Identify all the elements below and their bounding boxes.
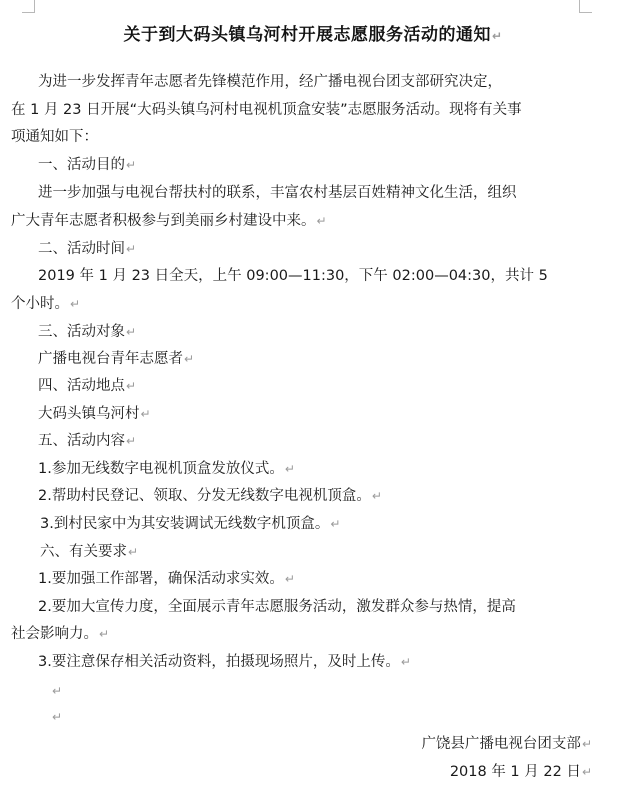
- section-1-heading: [38, 155, 136, 175]
- paragraph-mark-icon: ↵: [128, 545, 139, 559]
- paragraph-mark-icon: ↵: [400, 655, 411, 669]
- signature-date: [450, 762, 592, 782]
- paragraph-mark-icon: ↵: [581, 765, 592, 779]
- paragraph-mark-icon: ↵: [140, 407, 151, 421]
- section-5-heading-text: 五、活动内容: [38, 433, 125, 449]
- document-title-text: 关于到大码头镇乌河村开展志愿服务活动的通知: [123, 25, 491, 45]
- intro-paragraph-line-2: [11, 100, 522, 120]
- section-6-item-2-text-2: 社会影响力。: [11, 626, 98, 642]
- section-3-body: 广播电视台青年志愿者: [38, 351, 183, 367]
- paragraph-mark-icon: ↵: [126, 242, 137, 256]
- section-3-heading-text: 三、活动对象: [38, 324, 125, 340]
- empty-paragraph-mark-icon: ↵: [52, 684, 63, 698]
- paragraph-mark-icon: ↵: [581, 737, 592, 751]
- document-title: [0, 20, 626, 45]
- section-2-heading: [38, 239, 136, 259]
- paragraph-mark-icon: ↵: [491, 29, 503, 43]
- intro-text-3: 项通知如下：: [11, 129, 98, 145]
- section-5-item-2: [38, 486, 382, 506]
- section-2-line-1: [38, 266, 548, 286]
- intro-paragraph-line-1: [38, 72, 502, 92]
- section-6-item-2-line-2: [11, 624, 109, 644]
- section-3-text: [38, 349, 194, 369]
- section-6-heading: [40, 542, 138, 562]
- paragraph-mark-icon: ↵: [371, 489, 382, 503]
- paragraph-mark-icon: ↵: [99, 627, 110, 641]
- section-2-text-2: 个小时。: [11, 296, 69, 312]
- section-5-item-2-text: 2.帮助村民登记、领取、分发无线数字电视机顶盒。: [38, 488, 371, 504]
- section-1-heading-text: 一、活动目的: [38, 157, 125, 173]
- section-6-item-3-text: 3.要注意保存相关活动资料，拍摄现场照片，及时上传。: [38, 654, 400, 670]
- signature-organization: [421, 734, 592, 754]
- section-5-item-1: [38, 459, 295, 479]
- section-3-heading: [38, 322, 136, 342]
- section-6-item-3: [38, 652, 411, 672]
- intro-paragraph-line-3: [11, 127, 98, 147]
- paragraph-mark-icon: ↵: [184, 352, 195, 366]
- empty-paragraph-mark-icon: ↵: [52, 710, 63, 724]
- signature-organization-text: 广饶县广播电视台团支部: [421, 736, 581, 752]
- section-2-heading-text: 二、活动时间: [38, 241, 125, 257]
- section-5-item-1-text: 1.参加无线数字电视机顶盒发放仪式。: [38, 461, 284, 477]
- paragraph-mark-icon: ↵: [316, 214, 327, 228]
- intro-text-1: 为进一步发挥青年志愿者先锋模范作用，经广播电视台团支部研究决定，: [38, 74, 502, 90]
- section-1-text-1: 进一步加强与电视台帮扶村的联系，丰富农村基层百姓精神文化生活，组织: [38, 185, 517, 201]
- section-1-line-1: [38, 183, 517, 203]
- paragraph-mark-icon: ↵: [126, 379, 137, 393]
- section-4-text: [38, 404, 151, 424]
- paragraph-mark-icon: ↵: [284, 462, 295, 476]
- section-4-heading-text: 四、活动地点: [38, 378, 125, 394]
- section-4-body: 大码头镇乌河村: [38, 406, 140, 422]
- paragraph-mark-icon: ↵: [126, 325, 137, 339]
- intro-text-2: 在 1 月 23 日开展“大码头镇乌河村电视机顶盒安装”志愿服务活动。现将有关事: [11, 102, 522, 118]
- section-2-text-1: 2019 年 1 月 23 日全天，上午 09:00—11:30，下午 02:00—04:30，共计 5: [38, 268, 548, 284]
- section-4-heading: [38, 376, 136, 396]
- signature-date-text: 2018 年 1 月 22 日: [449, 764, 581, 780]
- section-5-item-3-text: 3.到村民家中为其安装调试无线数字机顶盒。: [40, 516, 330, 532]
- paragraph-mark-icon: ↵: [330, 517, 341, 531]
- section-2-line-2: [11, 294, 80, 314]
- paragraph-mark-icon: ↵: [284, 572, 295, 586]
- paragraph-mark-icon: ↵: [126, 434, 137, 448]
- paragraph-mark-icon: ↵: [70, 297, 81, 311]
- section-1-text-2: 广大青年志愿者积极参与到美丽乡村建设中来。: [11, 213, 316, 229]
- paragraph-mark-icon: ↵: [126, 158, 137, 172]
- section-1-line-2: [11, 211, 327, 231]
- section-6-heading-text: 六、有关要求: [40, 544, 127, 560]
- section-6-item-1-text: 1.要加强工作部署，确保活动求实效。: [38, 571, 284, 587]
- section-6-item-1: [38, 569, 295, 589]
- section-6-item-2-line-1: [38, 597, 516, 617]
- section-5-item-3: [40, 514, 340, 534]
- section-6-item-2-text-1: 2.要加大宣传力度，全面展示青年志愿服务活动，激发群众参与热情，提高: [38, 599, 516, 615]
- section-5-heading: [38, 431, 136, 451]
